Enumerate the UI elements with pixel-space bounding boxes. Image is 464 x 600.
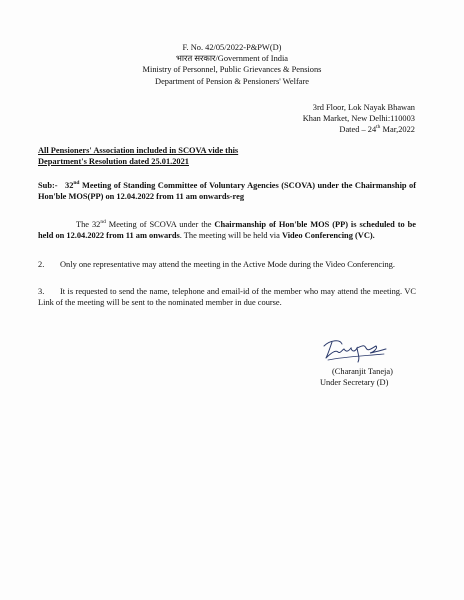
- signatory-name: (Charanjit Taneja): [332, 367, 393, 376]
- paragraph-3: 3. It is requested to send the name, telephone and email-id of the member who may attend the meeting. VC Link of the meeting will be sent to the nominated member in due course.: [38, 287, 416, 308]
- government-line: [0, 53, 464, 64]
- paragraph-1: The 32nd Meeting of SCOVA under the Chairmanship of Hon'ble MOS (PP) is scheduled to be held on 12.04.2022 from 11 am onwards. The meeting will be held via Video Conferencing (VC).: [38, 219, 417, 241]
- handwritten-signature: [318, 336, 390, 364]
- address-line-2: Khan Market, New Delhi:110003: [302, 114, 415, 124]
- subject-line: [38, 180, 416, 202]
- subject-label: Sub:-: [38, 181, 58, 190]
- government-hindi: भारत सरकार: [175, 54, 216, 64]
- address-line-1: 3rd Floor, Lok Nayak Bhawan: [312, 103, 415, 112]
- addressees-line-1: All Pensioners' Association included in SCOVA vide this: [38, 146, 239, 155]
- signatory-designation: Under Secretary (D): [320, 378, 389, 388]
- paragraph-number: 2.: [38, 260, 45, 269]
- government-english: /Government of India: [215, 54, 289, 64]
- paragraph-number: 3.: [38, 287, 45, 296]
- letter-date: Dated – 24th Mar,2022: [339, 124, 415, 135]
- office-address: [303, 102, 415, 136]
- addressees: [38, 145, 308, 167]
- signatory-block: [320, 366, 430, 388]
- paragraph-2: 2. Only one representative may attend the meeting in the Active Mode during the Video Conferencing.: [38, 260, 395, 269]
- subject-text: 32nd Meeting of Standing Committee of Voluntary Agencies (SCOVA) under the Chairmanship of Hon'ble MOS(PP) on 12.04.2022 from 11 am onwards-reg: [38, 180, 417, 202]
- ministry-name: Ministry of Personnel, Public Grievances & Pensions: [142, 65, 322, 75]
- addressees-line-2: Department's Resolution dated 25.01.2021: [38, 157, 189, 166]
- department-name: Department of Pension & Pensioners' Welfare: [155, 76, 309, 86]
- file-number: F. No. 42/05/2022-P&PW(D): [182, 43, 282, 52]
- letter-header: [0, 42, 464, 87]
